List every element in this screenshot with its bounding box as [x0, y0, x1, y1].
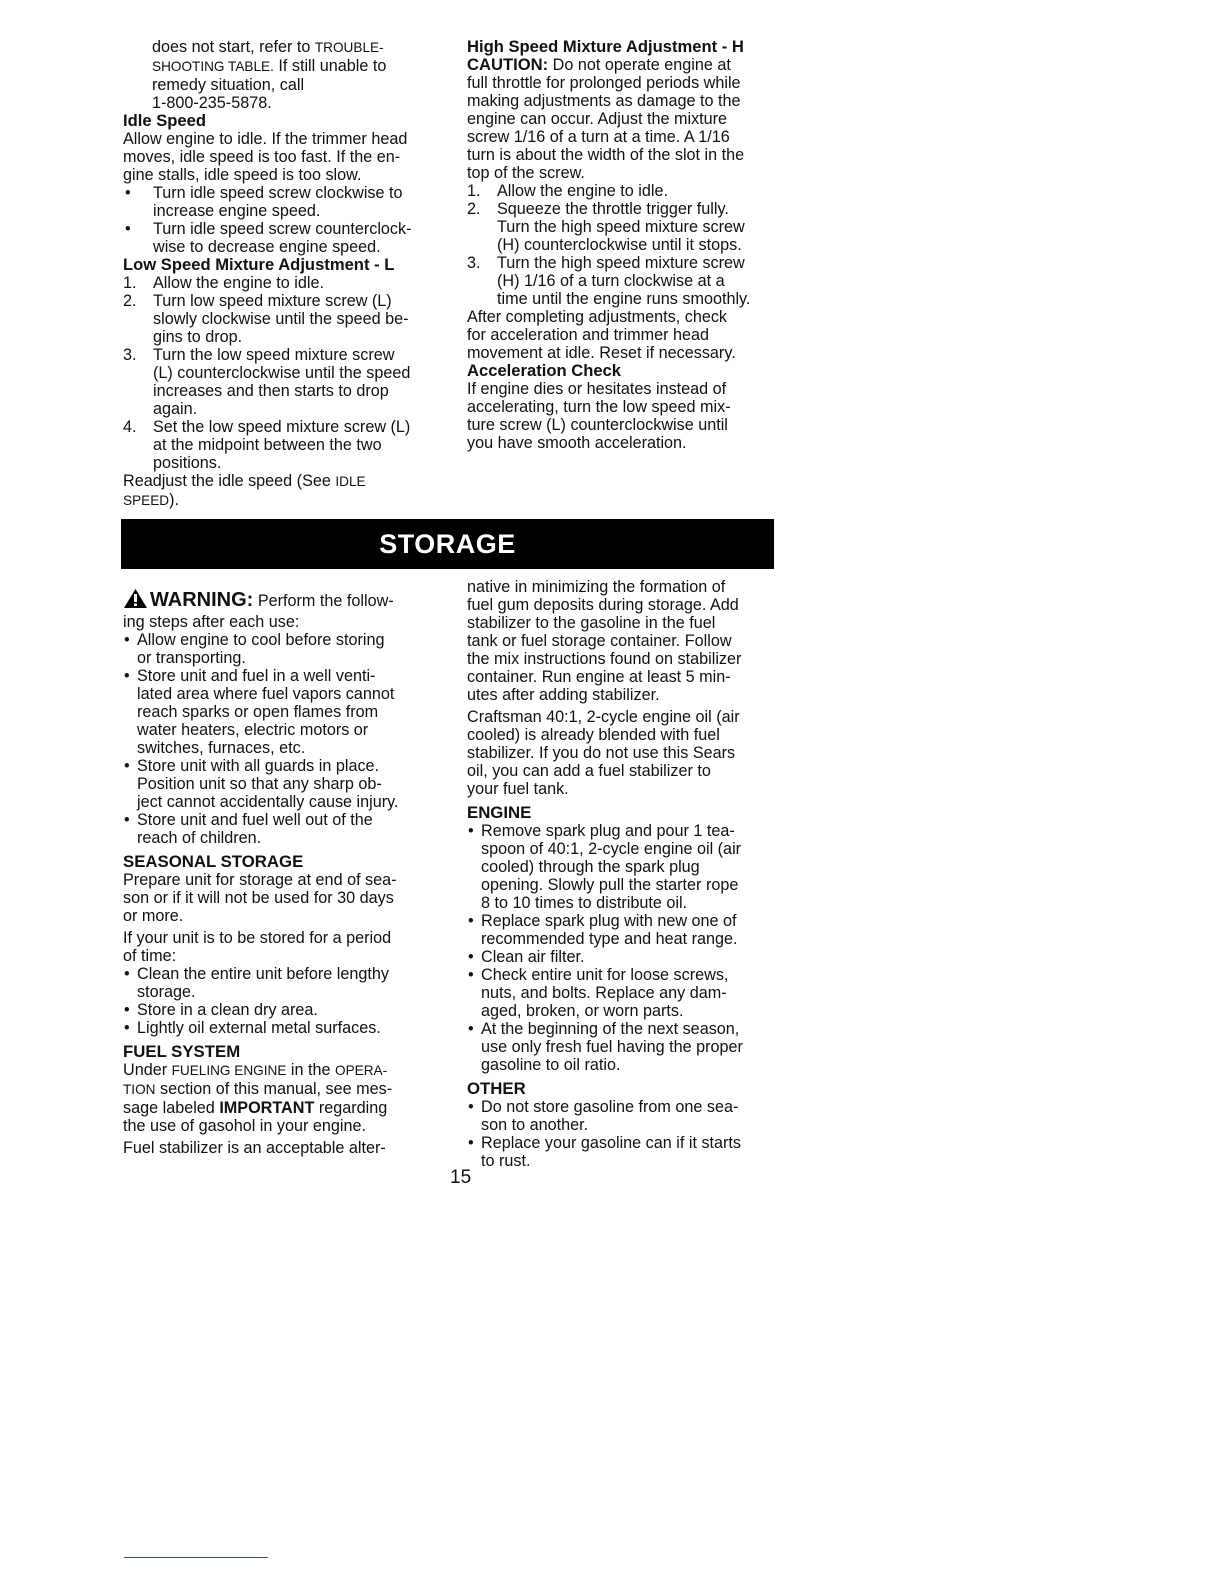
text-line: gins to drop. — [153, 328, 243, 346]
seasonal-paragraph — [123, 929, 443, 965]
intro-line: If still unable to — [273, 57, 387, 75]
text-line: Replace your gasoline can if it starts — [481, 1134, 742, 1152]
text-line: (L) counterclockwise until the speed — [153, 364, 411, 382]
step-number: 1. — [467, 182, 481, 200]
text-line: If your unit is to be stored for a period — [123, 929, 392, 947]
text-line: Replace spark plug with new one of — [481, 912, 737, 930]
craftsman-paragraph — [467, 708, 787, 798]
readjust-paragraph — [123, 472, 443, 510]
text-line: water heaters, electric motors or — [137, 721, 369, 739]
storage-title: STORAGE — [379, 528, 516, 559]
fueling-engine-ref: FUELING ENGINE — [171, 1063, 287, 1078]
text-line: accelerating, turn the low speed mix- — [467, 398, 731, 416]
text-line: sage labeled — [123, 1099, 220, 1117]
text-line: At the beginning of the next season, — [481, 1020, 740, 1038]
text-line: cooled) is already blended with fuel — [467, 726, 720, 744]
list-item — [123, 667, 443, 757]
list-item — [123, 184, 443, 220]
list-item — [123, 631, 443, 667]
text-line: making adjustments as damage to the — [467, 92, 741, 110]
other-heading: OTHER — [467, 1079, 526, 1098]
text-line: Do not store gasoline from one sea- — [481, 1098, 739, 1116]
text-line: tank or fuel storage container. Follow — [467, 632, 732, 650]
text-line: regarding — [314, 1099, 388, 1117]
intro-paragraph — [123, 38, 443, 112]
text-line: Turn low speed mixture screw (L) — [153, 292, 392, 310]
text-line: screw 1/16 of a turn at a time. A 1/16 — [467, 128, 730, 146]
text-line: movement at idle. Reset if necessary. — [467, 344, 736, 362]
step-number: 4. — [123, 418, 137, 436]
text-line: Readjust the idle speed (See — [123, 472, 336, 490]
text-line: Do not operate engine at — [548, 56, 731, 74]
list-item — [123, 811, 443, 847]
text-line: reach of children. — [137, 829, 262, 847]
seasonal-paragraph — [123, 871, 443, 925]
text-line: lated area where fuel vapors cannot — [137, 685, 395, 703]
text-line: recommended type and heat range. — [481, 930, 738, 948]
list-item — [123, 965, 443, 1001]
intro-line: remedy situation, call — [152, 76, 305, 94]
list-item — [467, 182, 787, 200]
text-line: you have smooth acceleration. — [467, 434, 687, 452]
text-line: container. Run engine at least 5 min- — [467, 668, 731, 686]
text-line: 8 to 10 times to distribute oil. — [481, 894, 688, 912]
text-line: spoon of 40:1, 2-cycle engine oil (air — [481, 840, 742, 858]
idle-speed-heading: Idle Speed — [123, 111, 206, 130]
text-line: full throttle for prolonged periods while — [467, 74, 741, 92]
text-line: native in minimizing the formation of — [467, 578, 726, 596]
list-item — [123, 220, 443, 256]
text-line: Turn the high speed mixture screw — [497, 254, 745, 272]
text-line: Allow engine to idle. If the trimmer head — [123, 130, 408, 148]
list-item — [123, 418, 443, 472]
after-adjust-paragraph — [467, 308, 787, 362]
list-item — [467, 254, 787, 308]
bullet-marker: • — [124, 631, 130, 649]
text-line: increases and then starts to drop — [153, 382, 389, 400]
list-item — [123, 1001, 443, 1019]
storage-banner — [121, 519, 774, 569]
troubleshooting-ref: SHOOTING TABLE. — [152, 59, 274, 74]
text-line: Perform the follow- — [253, 592, 394, 610]
text-line: cooled) through the spark plug — [481, 858, 700, 876]
list-item — [123, 1019, 443, 1037]
text-line: positions. — [153, 454, 222, 472]
phone-number: 1-800-235-5878. — [152, 94, 272, 112]
operation-ref: TION — [123, 1082, 156, 1097]
text-line: at the midpoint between the two — [153, 436, 382, 454]
list-item — [467, 912, 787, 948]
text-line: ). — [169, 491, 179, 509]
text-line: gasoline to oil ratio. — [481, 1056, 621, 1074]
bullet-marker: • — [124, 965, 130, 983]
step-number: 1. — [123, 274, 137, 292]
text-line: Position unit so that any sharp ob- — [137, 775, 382, 793]
text-line: slowly clockwise until the speed be- — [153, 310, 409, 328]
text-line: Turn the low speed mixture screw — [153, 346, 395, 364]
text-line: stabilizer to the gasoline in the fuel — [467, 614, 716, 632]
list-item — [123, 346, 443, 418]
top-left-column — [123, 38, 443, 510]
list-item — [467, 966, 787, 1020]
warning-label: WARNING: — [150, 589, 254, 611]
bullet-marker: • — [125, 184, 131, 202]
text-line: for acceleration and trimmer head — [467, 326, 710, 344]
list-item — [467, 948, 787, 966]
text-line: or more. — [123, 907, 184, 925]
list-item — [467, 1020, 787, 1074]
bullet-marker: • — [124, 1001, 130, 1019]
text-line: top of the screw. — [467, 164, 585, 182]
text-line: ing steps after each use: — [123, 613, 300, 631]
stabilizer-paragraph — [467, 578, 787, 704]
text-line: If engine dies or hesitates instead of — [467, 380, 727, 398]
text-line: Remove spark plug and pour 1 tea- — [481, 822, 735, 840]
text-line: oil, you can add a fuel stabilizer to — [467, 762, 711, 780]
bullet-marker: • — [468, 1098, 474, 1116]
list-item — [467, 1098, 787, 1134]
text-line: Lightly oil external metal surfaces. — [137, 1019, 381, 1037]
top-right-column — [467, 38, 787, 452]
text-line: son to another. — [481, 1116, 589, 1134]
list-item — [467, 822, 787, 912]
text-line: Allow the engine to idle. — [497, 182, 668, 200]
text-line: Clean the entire unit before lengthy — [137, 965, 389, 983]
text-line: in the — [286, 1061, 336, 1079]
text-line: section of this manual, see mes- — [155, 1080, 393, 1098]
text-line: Squeeze the throttle trigger fully. — [497, 200, 729, 218]
bottom-right-column — [467, 578, 787, 1170]
bullet-marker: • — [124, 757, 130, 775]
text-line: wise to decrease engine speed. — [153, 238, 381, 256]
step-number: 3. — [123, 346, 137, 364]
text-line: Under — [123, 1061, 172, 1079]
acceleration-check-heading: Acceleration Check — [467, 361, 622, 380]
bullet-marker: • — [468, 912, 474, 930]
text-line: increase engine speed. — [153, 202, 321, 220]
text-line: moves, idle speed is too fast. If the en- — [123, 148, 401, 166]
text-line: Allow the engine to idle. — [153, 274, 324, 292]
intro-line: does not start, refer to — [152, 38, 315, 56]
text-line: nuts, and bolts. Replace any dam- — [481, 984, 727, 1002]
text-line: of time: — [123, 947, 177, 965]
text-line: switches, furnaces, etc. — [137, 739, 306, 757]
text-line: Store in a clean dry area. — [137, 1001, 318, 1019]
text-line: Turn the high speed mixture screw — [497, 218, 745, 236]
troubleshooting-ref: TROUBLE- — [314, 40, 384, 55]
step-number: 2. — [467, 200, 481, 218]
engine-heading: ENGINE — [467, 803, 532, 822]
fuel-system-heading: FUEL SYSTEM — [123, 1042, 241, 1061]
list-item — [123, 274, 443, 292]
text-line: Turn idle speed screw counterclock- — [153, 220, 412, 238]
bottom-left-column — [123, 588, 443, 1157]
bullet-marker: • — [468, 1134, 474, 1152]
bullet-marker: • — [125, 220, 131, 238]
list-item — [123, 757, 443, 811]
bullet-marker: • — [468, 966, 474, 984]
text-line: or transporting. — [137, 649, 246, 667]
bullet-marker: • — [468, 1020, 474, 1038]
list-item — [123, 292, 443, 346]
text-line: Check entire unit for loose screws, — [481, 966, 729, 984]
text-line: Craftsman 40:1, 2-cycle engine oil (air — [467, 708, 740, 726]
idle-speed-ref: IDLE — [335, 474, 366, 489]
text-line: engine can occur. Adjust the mixture — [467, 110, 728, 128]
high-speed-heading: High Speed Mixture Adjustment - H — [467, 37, 744, 56]
acceleration-paragraph — [467, 380, 787, 452]
list-item — [467, 200, 787, 254]
text-line: ject cannot accidentally cause injury. — [137, 793, 399, 811]
text-line: turn is about the width of the slot in the — [467, 146, 745, 164]
text-line: the mix instructions found on stabilizer — [467, 650, 742, 668]
text-line: Store unit with all guards in place. — [137, 757, 380, 775]
text-line: Store unit and fuel well out of the — [137, 811, 373, 829]
text-line: reach sparks or open flames from — [137, 703, 379, 721]
idle-speed-ref: SPEED — [123, 493, 170, 508]
text-line: time until the engine runs smoothly. — [497, 290, 751, 308]
text-line: aged, broken, or worn parts. — [481, 1002, 684, 1020]
text-line: Fuel stabilizer is an acceptable alter- — [123, 1139, 386, 1157]
text-line: gine stalls, idle speed is too slow. — [123, 166, 362, 184]
low-speed-heading: Low Speed Mixture Adjustment - L — [123, 255, 395, 274]
bullet-marker: • — [468, 822, 474, 840]
warning-triangle-icon — [123, 588, 148, 613]
text-line: Turn idle speed screw clockwise to — [153, 184, 403, 202]
text-line: again. — [153, 400, 198, 418]
text-line: use only fresh fuel having the proper — [481, 1038, 743, 1056]
text-line: son or if it will not be used for 30 days — [123, 889, 394, 907]
text-line: (H) 1/16 of a turn clockwise at a — [497, 272, 725, 290]
bullet-marker: • — [468, 948, 474, 966]
bullet-marker: • — [124, 811, 130, 829]
bullet-marker: • — [124, 667, 130, 685]
text-line: opening. Slowly pull the starter rope — [481, 876, 739, 894]
idle-speed-text — [123, 130, 443, 184]
caution-label: CAUTION: — [467, 55, 549, 74]
text-line: Store unit and fuel in a well venti- — [137, 667, 376, 685]
page-number: 15 — [450, 1167, 472, 1188]
text-line: storage. — [137, 983, 196, 1001]
text-line: ture screw (L) counterclockwise until — [467, 416, 728, 434]
text-line: (H) counterclockwise until it stops. — [497, 236, 742, 254]
seasonal-storage-heading: SEASONAL STORAGE — [123, 852, 304, 871]
text-line: After completing adjustments, check — [467, 308, 728, 326]
footer-rule — [124, 1557, 268, 1558]
text-line: utes after adding stabilizer. — [467, 686, 660, 704]
bullet-marker: • — [124, 1019, 130, 1037]
text-line: to rust. — [481, 1152, 531, 1170]
text-line: the use of gasohol in your engine. — [123, 1117, 366, 1135]
text-line: Prepare unit for storage at end of sea- — [123, 871, 397, 889]
step-number: 3. — [467, 254, 481, 272]
text-line: fuel gum deposits during storage. Add — [467, 596, 739, 614]
text-line: your fuel tank. — [467, 780, 569, 798]
list-item — [467, 1134, 787, 1170]
caution-paragraph — [467, 56, 787, 182]
text-line: stabilizer. If you do not use this Sears — [467, 744, 736, 762]
important-label: IMPORTANT — [219, 1099, 315, 1117]
text-line: Set the low speed mixture screw (L) — [153, 418, 411, 436]
operation-ref: OPERA- — [335, 1063, 388, 1078]
step-number: 2. — [123, 292, 137, 310]
fuel-system-paragraph — [123, 1061, 443, 1135]
text-line: Allow engine to cool before storing — [137, 631, 385, 649]
text-line: Clean air filter. — [481, 948, 585, 966]
